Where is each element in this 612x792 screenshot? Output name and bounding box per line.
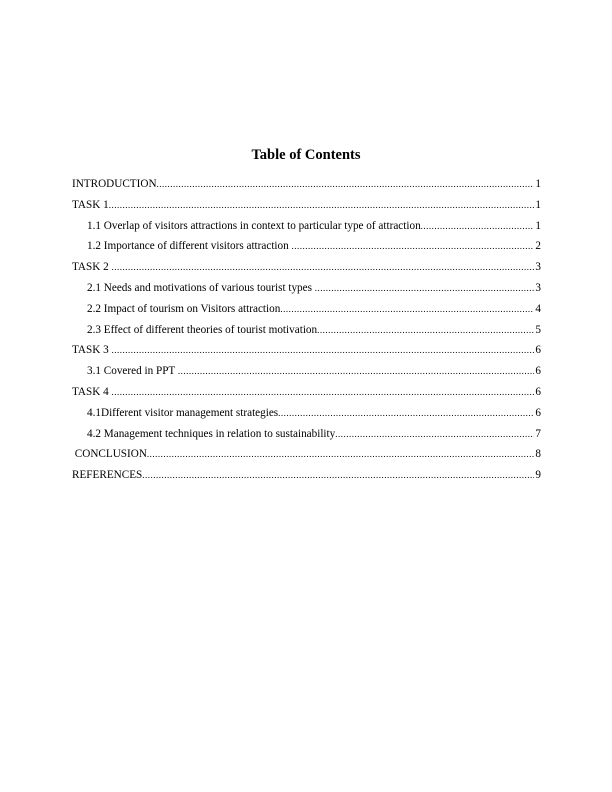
toc-dot-leader	[112, 382, 535, 403]
toc-entry-label: TASK 2	[72, 261, 112, 274]
toc-entry-task-4[interactable]	[72, 382, 541, 403]
toc-entry-page-number: 8	[535, 448, 541, 461]
toc-entry-page-number: 3	[535, 281, 541, 294]
toc-entry-conclusion[interactable]	[72, 444, 541, 465]
toc-entry-page-number: 1	[535, 198, 541, 211]
toc-entry-task-2[interactable]	[72, 257, 541, 278]
toc-dot-leader	[112, 340, 535, 361]
toc-dot-leader	[292, 236, 535, 257]
toc-entry-page-number: 1	[535, 219, 541, 232]
toc-entry-introduction[interactable]	[72, 174, 541, 195]
toc-entry-page-number: 6	[535, 406, 541, 419]
toc-entry-page-number: 9	[535, 469, 541, 482]
toc-entry-page-number: 3	[535, 261, 541, 274]
toc-entry-2-2[interactable]	[72, 299, 541, 320]
toc-entry-label: INTRODUCTION	[72, 178, 157, 190]
toc-entry-page-number: 6	[535, 344, 541, 357]
toc-entry-4-2[interactable]	[72, 424, 541, 445]
toc-entry-label: TASK 3	[72, 344, 112, 357]
toc-entry-label: 3.1 Covered in PPT	[87, 365, 178, 378]
toc-title: Table of Contents	[251, 147, 361, 163]
toc-dot-leader	[335, 424, 534, 445]
toc-dot-leader	[147, 444, 535, 465]
toc-dot-leader	[157, 174, 535, 195]
toc-entry-references[interactable]	[72, 465, 541, 486]
toc-entry-label: 2.2 Impact of tourism on Visitors attraction	[87, 302, 281, 315]
toc-dot-leader	[112, 257, 535, 278]
toc-entry-page-number: 1	[535, 178, 541, 190]
toc-entry-page-number: 6	[535, 365, 541, 378]
toc-entry-label: 2.1 Needs and motivations of various tourist types	[87, 281, 315, 294]
toc-list	[72, 174, 541, 486]
toc-dot-leader	[178, 361, 535, 382]
toc-entry-page-number: 4	[535, 302, 541, 315]
toc-entry-label: 4.1Different visitor management strategies	[87, 406, 279, 419]
toc-dot-leader	[315, 278, 535, 299]
toc-dot-leader	[278, 403, 534, 424]
toc-entry-3-1[interactable]	[72, 361, 541, 382]
toc-entry-page-number: 2	[535, 240, 541, 253]
toc-dot-leader	[280, 299, 534, 320]
toc-dot-leader	[109, 195, 535, 216]
toc-entry-page-number: 6	[535, 385, 541, 398]
toc-entry-4-1[interactable]	[72, 403, 541, 424]
toc-entry-1-2[interactable]	[72, 236, 541, 257]
toc-entry-task-1[interactable]	[72, 195, 541, 216]
toc-entry-label: TASK 4	[72, 385, 112, 398]
toc-dot-leader	[317, 320, 534, 341]
toc-entry-label: 2.3 Effect of different theories of tourist motivation	[87, 323, 318, 336]
toc-dot-leader	[421, 216, 535, 237]
toc-entry-label: REFERENCES	[72, 469, 143, 482]
toc-entry-task-3[interactable]	[72, 340, 541, 361]
toc-entry-2-3[interactable]	[72, 320, 541, 341]
toc-entry-1-1[interactable]	[72, 216, 541, 237]
toc-entry-page-number: 5	[535, 323, 541, 336]
toc-entry-label: CONCLUSION	[72, 448, 147, 461]
toc-entry-label: TASK 1	[72, 198, 109, 211]
toc-dot-leader	[142, 465, 534, 486]
toc-entry-label: 1.2 Importance of different visitors attraction	[87, 240, 292, 253]
toc-entry-label: 4.2 Management techniques in relation to sustainability	[87, 427, 336, 440]
toc-entry-page-number: 7	[535, 427, 541, 440]
toc-entry-2-1[interactable]	[72, 278, 541, 299]
toc-entry-label: 1.1 Overlap of visitors attractions in context to particular type of attraction	[87, 219, 421, 232]
